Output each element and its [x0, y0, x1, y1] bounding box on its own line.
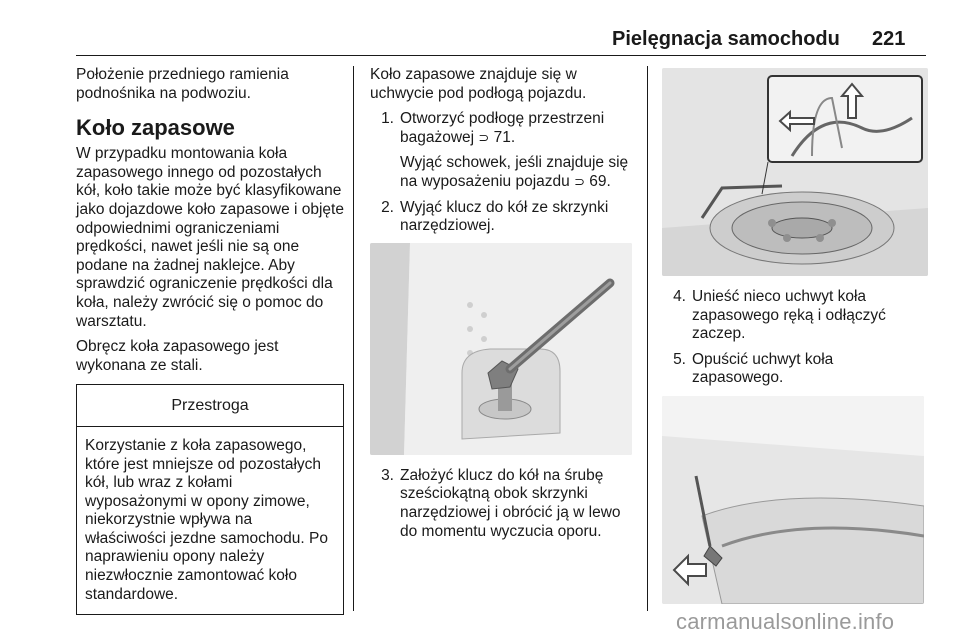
intro-text: Koło zapasowe znajduje się w uchwycie pod podłogą pojazdu.: [370, 66, 587, 102]
warning-box: [76, 384, 344, 615]
watermark: carmanualsonline.info: [676, 609, 895, 634]
header-rule: [76, 55, 926, 56]
warning-body: Korzystanie z koła zapasowego, które jest mniejsze od pozostałych kół, lub wraz z kołami wyposażonymi w opony zimowe, niekorzystnie wpływa na właściwości jezdne samochodu. Po naprawieniu opony należy niezwłocznie zamontować koło standardowe.: [85, 436, 328, 603]
step-number: 2.: [381, 198, 394, 216]
step-item: [370, 199, 636, 236]
spare-wheel-carrier-illustration: [662, 68, 928, 276]
page-ref-icon: ⊃: [574, 173, 585, 189]
page-ref[interactable]: 69.: [589, 172, 611, 190]
page-ref-icon: ⊃: [478, 129, 490, 145]
step-text: Unieść nieco uchwyt koła zapasowego ręką i odłączyć zaczep.: [692, 288, 886, 343]
step-number: 3.: [381, 466, 394, 484]
step-text: Założyć klucz do kół na śrubę sześciokątną obok skrzynki narzędziowej i obrócić ją w lewo do momentu wyczucia oporu.: [400, 466, 621, 540]
wheel-wrench-illustration: [370, 243, 632, 455]
column-divider-2: [647, 66, 648, 611]
page-ref[interactable]: 71.: [493, 128, 516, 146]
step-number: 1.: [381, 110, 394, 128]
intro-text: Położenie przedniego ramienia podnośnika na podwoziu.: [76, 66, 289, 102]
step-item: [662, 351, 928, 388]
page-header-title: Pielęgnacja samochodu: [612, 28, 840, 50]
column-middle: [370, 66, 636, 548]
body-paragraph: W przypadku montowania koła zapasowego innego od pozostałych kół, koło takie może być klasyfikowane jako dojazdowe koło zapasowe i objęte odpowiednimi ograniczeniami prędkości, nawet jeśli nie są one podane na żadnej naklejce. Aby sprawdzić ograniczenie prędkości dla koła, należy zwrócić się o pomoc do warsztatu.: [76, 145, 344, 330]
page-number: 221: [872, 28, 906, 50]
column-divider-1: [353, 66, 354, 611]
column-left: [76, 66, 344, 615]
section-heading: Koło zapasowe: [76, 115, 235, 141]
step-item: [370, 467, 636, 541]
step-number: 4.: [673, 288, 686, 305]
carrier-lowering-illustration: [662, 396, 924, 604]
step-subtext: Wyjąć schowek, jeśli znajduje się na wyposażeniu pojazdu: [400, 154, 629, 190]
step-text: Wyjąć klucz do kół ze skrzynki narzędziowej.: [400, 198, 609, 235]
body-paragraph: Obręcz koła zapasowego jest wykonana ze stali.: [76, 338, 279, 374]
step-text: Otworzyć podłogę przestrzeni bagażowej: [400, 110, 605, 146]
step-text: Opuścić uchwyt koła zapasowego.: [692, 350, 834, 387]
step-item: [370, 110, 636, 191]
step-number: 5.: [673, 350, 686, 368]
column-right: [662, 66, 928, 604]
warning-title: Przestroga: [77, 385, 343, 427]
step-item: [662, 288, 928, 344]
